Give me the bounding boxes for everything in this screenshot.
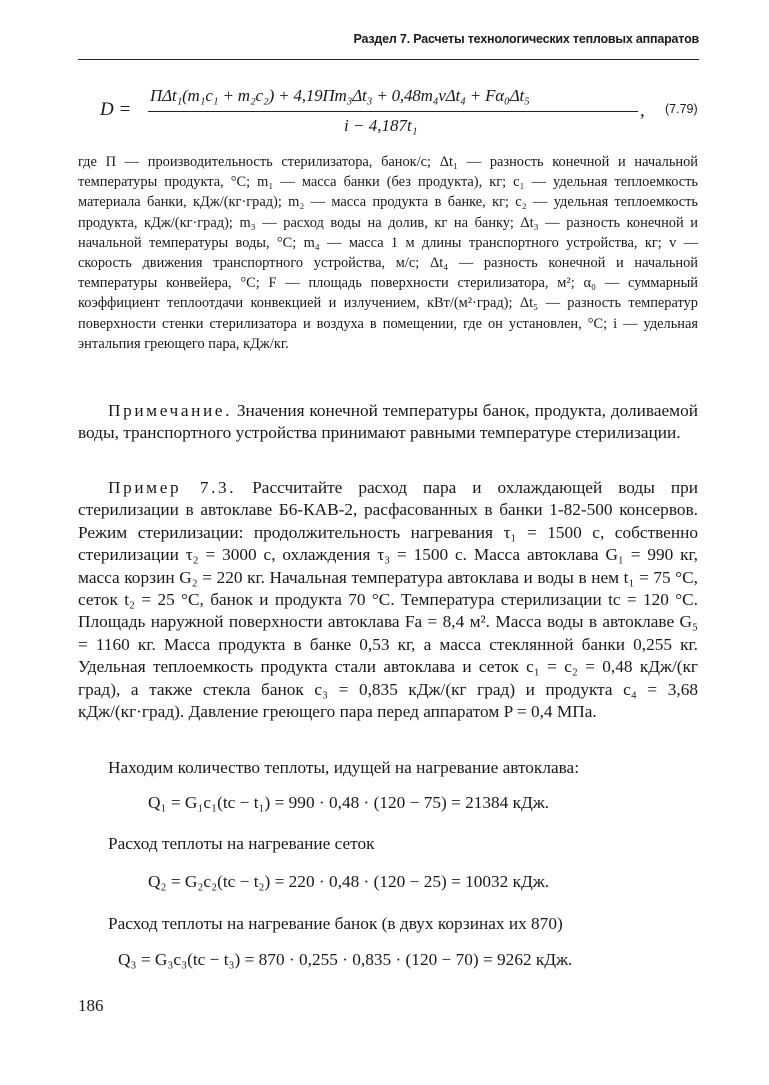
formula-denominator: i − 4,187t₁ bbox=[344, 116, 418, 135]
formula-comma: , bbox=[640, 100, 645, 121]
equation-number: (7.79) bbox=[665, 102, 698, 116]
formula-7-79 bbox=[100, 78, 700, 148]
variable-definitions: где П — производительность стерилизатора, банок/с; Δt₁ — разность конечной и начальной температуры продукта, °С; m₁ — масса банки (без продукта), кг; c₁ — удельная теплоемкость материала банки, кДж/(кг·град); m₂ — масса продукта в банке, кг; c₂ — удельная теплоемкость продукта, кДж/(кг·град); m₃ — расход воды на долив, кг на банку; Δt₃ — разность конечной и начальной температуры воды, °С; m₄ — масса 1 м длины транспортного устройства, кг; v — скорость движения транспортного устройства, м/с; Δt₄ — разность конечной и начальной температуры конвейера, °С; F — площадь поверхности стерилизатора, м²; α₀ — суммарный коэффициент теплоотдачи конвекцией и излучением, кВт/(м²·град); Δt₅ — разность температур поверхности стенки стерилизатора и воздуха в помещении, где он установлен, °С; i — удельная энтальпия греющего пара, кДж/кг. bbox=[78, 154, 698, 352]
fraction-bar bbox=[148, 111, 638, 112]
header-rule bbox=[78, 59, 699, 60]
equation-q3: Q₃ = G₃c₃(tс − t₃) = 870 · 0,255 · 0,835 · (120 − 70) = 9262 кДж. bbox=[118, 950, 573, 969]
note-text: Значения конечной температуры банок, продукта, доливаемой воды, транспортного устройства принимают равными температуре стерилизации. bbox=[78, 401, 698, 443]
step-1-text: Находим количество теплоты, идущей на нагревание автоклава: bbox=[108, 758, 580, 777]
formula-numerator: ПΔt₁(m₁c₁ + m₂c₂) + 4,19Пm₃Δt₃ + 0,48m₄vΔt₄ + Fα₀Δt₅ bbox=[150, 86, 530, 105]
note-paragraph bbox=[78, 400, 698, 445]
example-label: Пример 7.3. bbox=[108, 478, 237, 497]
equation-q2: Q₂ = G₂c₂(tс − t₂) = 220 · 0,48 · (120 − 25) = 10032 кДж. bbox=[148, 872, 550, 891]
step-2-text: Расход теплоты на нагревание сеток bbox=[108, 834, 375, 853]
note-label: Примечание. bbox=[108, 401, 232, 420]
step-3-text: Расход теплоты на нагревание банок (в двух корзинах их 870) bbox=[108, 914, 563, 933]
example-paragraph bbox=[78, 477, 698, 723]
equation-q1: Q₁ = G₁c₁(tс − t₁) = 990 · 0,48 · (120 − 75) = 21384 кДж. bbox=[148, 793, 550, 812]
page-number: 186 bbox=[78, 996, 104, 1015]
running-header: Раздел 7. Расчеты технологических тепловых аппаратов bbox=[353, 32, 699, 46]
example-text: Рассчитайте расход пара и охлаждающей воды при стерилизации в автоклаве Б6-КАВ-2, расфасованных в банки 1-82-500 консервов. Режим стерилизации: продолжительность нагревания τ₁ = 1500 с, собственно стерилизации τ₂ = 3000 с, охлаждения τ₃ = 1500 с. Масса автоклава G₁ = 990 кг, масса корзин G₂ = 220 кг. Начальная температура автоклава и воды в нем t₁ = 75 °С, сеток t₂ = 25 °С, банок и продукта 70 °С. Температура стерилизации tс = 120 °С. Площадь наружной поверхности автоклава Fа = 8,4 м². Масса воды в автоклаве G₅ = 1160 кг. Масса продукта в банке 0,53 кг, а масса стеклянной банки 0,255 кг. Удельная теплоемкость продукта стали автоклава и сеток c₁ = c₂ = 0,48 кДж/(кг град), а также стекла банок c₃ = 0,835 кДж/(кг град) и продукта c₄ = 3,68 кДж/(кг·град). Давление греющего пара перед аппаратом P = 0,4 МПа. bbox=[78, 478, 698, 722]
formula-lhs: D = bbox=[100, 99, 132, 120]
